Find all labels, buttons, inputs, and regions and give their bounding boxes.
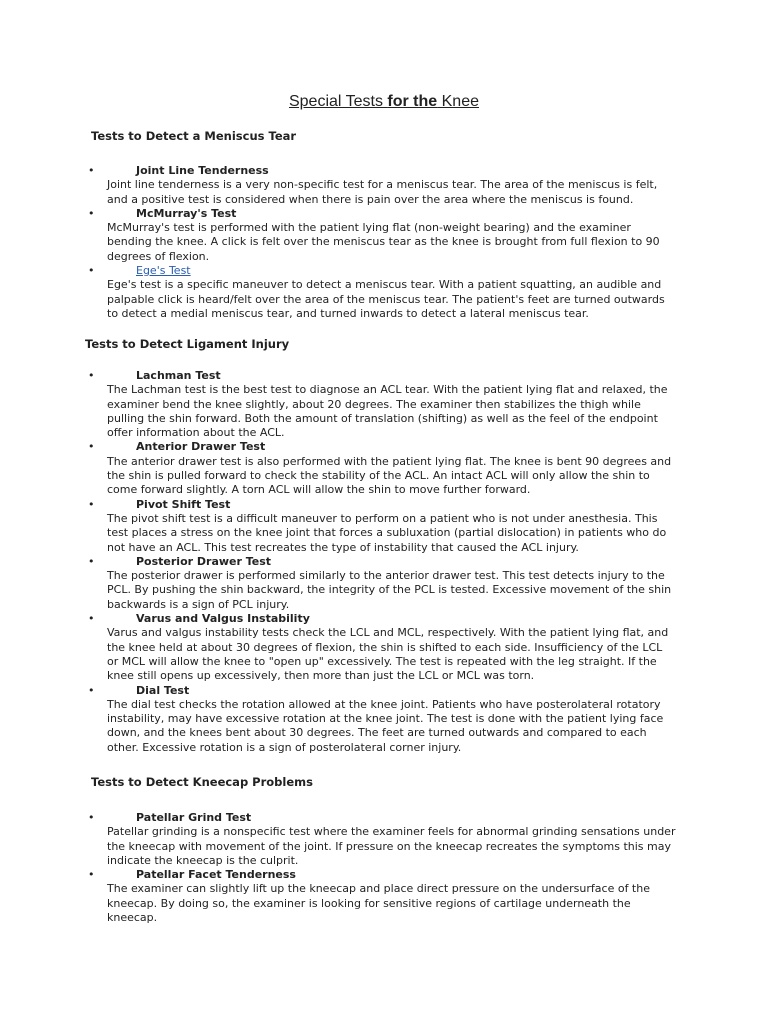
list-item [0, 684, 768, 755]
item-body: The examiner can slightly lift up the kneecap and place direct pressure on the undersurface of the kneecap. By doing so, the examiner is looking for sensitive regions of cartilage underneath the kneecap. [107, 882, 650, 925]
item-body: The posterior drawer is performed similarly to the anterior drawer test. This test detects injury to the PCL. By pushing the shin backward, the integrity of the PCL is tested. Excessive movement of the shin backwards is a sign of PCL injury. [107, 569, 672, 611]
list-item [0, 811, 768, 868]
item-title: Lachman Test [136, 369, 221, 382]
test-list [0, 369, 768, 755]
test-list [0, 811, 768, 925]
item-title: Joint Line Tenderness [136, 164, 269, 177]
item-title: Patellar Facet Tenderness [136, 868, 296, 882]
bullet: • [88, 554, 95, 568]
list-item [0, 369, 768, 440]
item-body: The anterior drawer test is also performed with the patient lying flat. The knee is bent 90 degrees and the shin is pulled forward to check the stability of the ACL. An intact ACL will only allow the shin to come forward slightly. A torn ACL will allow the shin to move further forward. [107, 454, 672, 497]
item-title: Patellar Grind Test [136, 811, 252, 824]
test-list [0, 164, 768, 321]
bullet: • [88, 683, 95, 697]
item-title: Posterior Drawer Test [136, 554, 272, 568]
title-part-2: for the [387, 93, 438, 110]
item-body: McMurray's test is performed with the patient lying flat (non-weight bearing) and the examiner bending the knee. A click is felt over the meniscus tear as the knee is brought from full flexion to 90 degrees of flexion. [107, 221, 660, 263]
item-body: Varus and valgus instability tests check the LCL and MCL, respectively. With the patient lying flat, and the knee held at about 30 degrees of flexion, the shin is shifted to each side. Insufficiency of the LCL or MCL will allow the knee to "open up" excessively. The test is repeated with the leg straight. If the knee still opens up excessively, then more than just the LCL or MCL was torn. [107, 626, 669, 683]
item-title: Anterior Drawer Test [136, 440, 266, 454]
bullet: • [88, 164, 95, 177]
item-title: Dial Test [136, 683, 190, 697]
item-body: Ege's test is a specific maneuver to detect a meniscus tear. With a patient squatting, an audible and palpable click is heard/felt over the area of the meniscus tear. The patient's feet are turned outwards to detect a medial meniscus tear, and turned inwards to detect a lateral meniscus tear. [107, 278, 665, 320]
bullet: • [88, 440, 95, 454]
section-meniscus [0, 129, 768, 321]
item-body: The pivot shift test is a difficult maneuver to perform on a patient who is not under anesthesia. This test places a stress on the knee joint that forces a subluxation (partial dislocation) in patients who do not have an ACL. This test recreates the type of instability that caused the ACL injury. [107, 511, 667, 554]
bullet: • [88, 369, 95, 382]
item-body: The dial test checks the rotation allowed at the knee joint. Patients who have posterolateral rotatory instability, may have excessive rotation at the knee joint. The test is done with the patient lying face down, and the knees bent about 30 degrees. The feet are turned outwards and compared to each other. Excessive rotation is a sign of posterolateral corner injury. [107, 697, 664, 754]
page-title [0, 93, 768, 111]
eges-test-link[interactable]: Ege's Test [136, 264, 191, 278]
bullet: • [88, 206, 95, 220]
list-item [0, 868, 768, 925]
list-item [0, 164, 768, 207]
item-body: Joint line tenderness is a very non-specific test for a meniscus tear. The area of the meniscus is felt, and a positive test is considered when there is pain over the area where the meniscus is found. [107, 178, 658, 206]
bullet: • [88, 264, 95, 278]
item-title: Pivot Shift Test [136, 497, 231, 511]
list-item [0, 612, 768, 683]
bullet: • [88, 868, 95, 882]
title-part-1: Special Tests [288, 93, 388, 110]
list-item [0, 440, 768, 497]
item-title: Varus and Valgus Instability [136, 612, 310, 626]
list-item [0, 498, 768, 555]
list-item [0, 555, 768, 612]
section-heading: Tests to Detect Kneecap Problems [91, 775, 313, 789]
section-heading: Tests to Detect Ligament Injury [85, 337, 290, 351]
section-heading: Tests to Detect a Meniscus Tear [91, 129, 297, 143]
title-part-3: Knee [437, 93, 479, 110]
section-ligament [0, 337, 768, 755]
bullet: • [88, 811, 95, 824]
section-kneecap [0, 775, 768, 925]
bullet: • [88, 612, 95, 626]
list-item [0, 207, 768, 264]
item-body: Patellar grinding is a nonspecific test where the examiner feels for abnormal grinding sensations under the kneecap with movement of the joint. If pressure on the kneecap recreates the symptoms this may indicate the kneecap is the culprit. [107, 825, 676, 867]
list-item [0, 264, 768, 321]
bullet: • [88, 497, 95, 511]
item-body: The Lachman test is the best test to diagnose an ACL tear. With the patient lying flat and relaxed, the examiner bend the knee slightly, about 20 degrees. The examiner then stabilizes the thigh while pulling the shin forward. Both the amount of translation (shifting) as well as the feel of the endpoint offer information about the ACL. [107, 383, 668, 440]
item-title: McMurray's Test [136, 206, 237, 220]
